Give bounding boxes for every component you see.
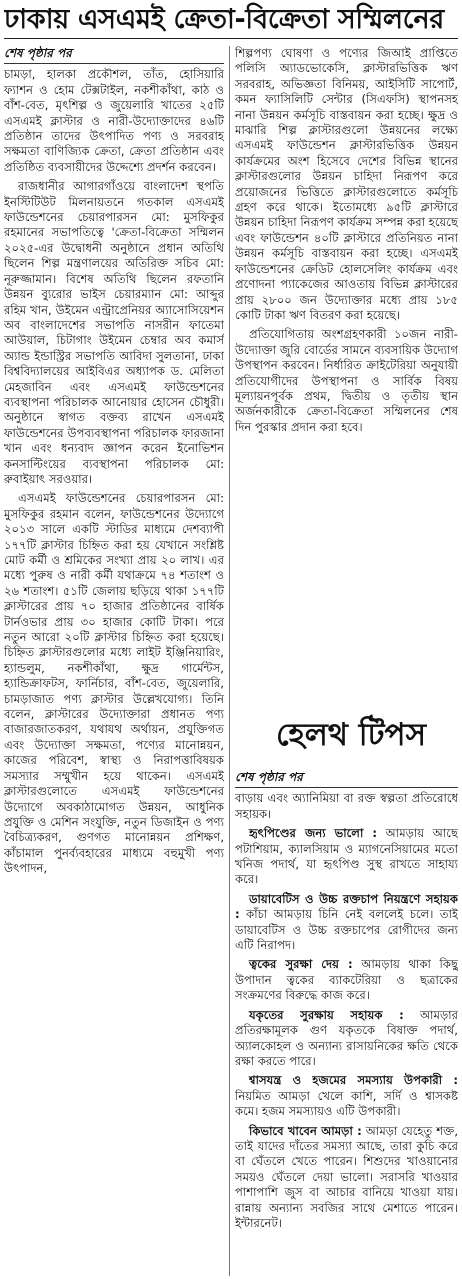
continued-label: শেষ পৃষ্ঠার পর bbox=[235, 770, 458, 788]
tip-text: আমড়ায় থাকা কিছু উপাদান ত্বকের ব্যাকটেরিয়া ও ছত্রাকের সংক্রমণের বিরুদ্ধে কাজ করে। bbox=[235, 957, 458, 1003]
tip-item bbox=[235, 1073, 458, 1119]
tip-heading: হৃৎপিণ্ডের জন্য ভালো : bbox=[249, 826, 377, 841]
column-divider bbox=[229, 46, 230, 1276]
tip-item bbox=[235, 957, 458, 1003]
tip-text: আমড়ার প্রতিরক্ষামূলক গুণ যকৃতকে বিষাক্ত পদার্থ, অ্যালকোহল ও অন্যান্য রাসায়নিকের ক্ষতি থেকে রক্ষা করতে পারে। bbox=[235, 1007, 458, 1068]
paragraph: প্রতিযোগিতায় অংশগ্রহণকারী ১০জন নারী-উদ্যোক্তা জুরি বোর্ডের সামনে ব্যবসায়িক উদ্যোগ উপস্থাপন করবেন। নির্ধারিত ক্রাইটেরিয়া অনুযায়ী প্রতিযোগীদের উপস্থাপনা ও সার্বিক বিষয় মূল্যায়নপূর্বক প্রথম, দ্বিতীয় ও তৃতীয় স্থান অর্জনকারীকে ক্রেতা-বিক্রেতা সম্মিলনের শেষ দিন পুরস্কার প্রদান করা হবে। bbox=[235, 327, 458, 434]
left-column bbox=[4, 46, 224, 1276]
tip-heading: যকৃতের সুরক্ষায় সহায়ক : bbox=[249, 1007, 404, 1022]
continued-label: শেষ পৃষ্ঠার পর bbox=[4, 46, 224, 64]
health-tips-column bbox=[235, 770, 458, 1276]
right-column bbox=[235, 46, 458, 701]
tip-item bbox=[235, 826, 458, 888]
paragraph: বাড়ায় এবং অ্যানিমিয়া বা রক্ত স্বল্পতা প্রতিরোধে সহায়ক। bbox=[235, 791, 458, 821]
tip-text: কাঁচা আমড়ায় চিনি নেই বললেই চলে। তাই ডায়াবেটিস ও উচ্চ রক্তচাপের রোগীদের জন্য এটি নিরাপদ। bbox=[235, 907, 458, 953]
tip-item bbox=[235, 1008, 458, 1070]
tip-heading: ডায়াবেটিস ও উচ্চ রক্তচাপ নিয়ন্ত্রণে সহায়ক : bbox=[235, 891, 458, 922]
paragraph: শিল্পপণ্য ঘোষণা ও পণ্যের জিআই প্রাপ্তিতে পলিসি অ্যাডভোকেসি, ক্লাস্টারভিত্তিক ঋণ সরবরাহ, অভিজ্ঞতা বিনিময়, আইসিটি সাপোর্ট, কমন ফ্যাসিলিটি সেন্টার (সিএফসি) স্থাপনসহ নানা উন্নয়ন কর্মসূচি বাস্তবায়ন করা হচ্ছে। ক্ষুদ্র ও মাঝারি শিল্প ক্লাস্টারগুলো উন্নয়নের লক্ষ্যে এসএমই ফাউন্ডেশন ক্লাস্টারভিত্তিক উন্নয়ন কার্যক্রমের অংশ হিসেবে দেশের বিভিন্ন স্থানের ক্লাস্টারগুলোর উন্নয়ন চাহিদা নিরূপণ করে প্রয়োজনের ভিত্তিতে ক্লাস্টারগুলোতে কর্মসূচি গ্রহণ করে থাকে। ইতোমধ্যে ৯৫টি ক্লাস্টারে উন্নয়ন চাহিদা নিরূপণ কার্যক্রম সম্পন্ন করা হয়েছে এবং ফাউন্ডেশন ৪০টি ক্লাস্টারে প্রতিনিয়ত নানা উন্নয়ন কর্মসূচি বাস্তবায়ন করা হচ্ছে। এসএমই ফাউন্ডেশনের ক্রেডিট হোলসেলিং কার্যক্রম এবং প্রণোদনা প্যাকেজের আওতায় বিভিন্ন ক্লাস্টারের প্রায় ২৮০০ জন উদ্যোক্তার মধ্যে প্রায় ১৮৫ কোটি টাকা ঋণ বিতরণ করা হয়েছে। bbox=[235, 46, 458, 322]
tip-item bbox=[235, 1124, 458, 1232]
paragraph: চামড়া, হালকা প্রকৌশল, তাঁত, হোসিয়ারি ফ্যাশন ও হোম টেক্সটাইল, নকশীকাঁথা, কাঠ ও বাঁশ-বেত, মৃৎশিল্প ও জুয়েলারি খাতের ২৫টি এসএমই ক্লাস্টার ও নারী-উদ্যোক্তাদের ৪৬টি প্রতিষ্ঠান তাদের উৎপাদিত পণ্য ও সরবরাহ সক্ষমতা বাণিজ্যিক ক্রেতা, ক্রেতা প্রতিষ্ঠান এবং প্রতিষ্ঠিত ব্যবসায়ীদের উদ্দেশ্যে প্রদর্শন করবেন। bbox=[4, 67, 224, 174]
tip-heading: শ্বাসযন্ত্র ও হজমের সমস্যায় উপকারী : bbox=[249, 1073, 458, 1088]
tip-text: আমড়া যেহেতু শক্ত, তাই যাদের দাঁতের সমস্যা আছে, তারা কুচি করে বা ঘেঁতলে খেতে পারেন। শিশুদের খাওয়ানোর সময়ও ঘেঁতলে দেয়া ভালো। সরাসরি খাওয়ার পাশাপাশি জুস বা আচার বানিয়ে খাওয়া যায়। রান্নায় অন্যান্য সবজির সাথে মেশাতে পারেন। ইন্টারনেট। bbox=[235, 1123, 458, 1230]
tip-heading: ত্বকের সুরক্ষা দেয় : bbox=[249, 957, 353, 972]
section-title: হেলথ টিপস bbox=[275, 717, 427, 753]
tip-heading: কিভাবে খাবেন আমড়া : bbox=[249, 1123, 362, 1138]
headline: ঢাকায় এসএমই ক্রেতা-বিক্রেতা সম্মিলনের bbox=[4, 2, 458, 39]
paragraph: এসএমই ফাউন্ডেশনের চেয়ারপারসন মো: মুসফিকুর রহমান বলেন, ফাউন্ডেশনের উদ্যোগে ২০১৩ সালে একটি স্টাডির মাধ্যমে দেশব্যাপী ১৭৭টি ক্লাস্টার চিহ্নিত করা হয় যেখানে সংশ্লিষ্ট মোট কর্মী ও শ্রমিকের সংখ্যা প্রায় ২০ লাখ। এর মধ্যে পুরুষ ও নারী কর্মী যথাক্রমে ৭৪ শতাংশ ও ২৬ শতাংশ। ৫১টি জেলায় ছড়িয়ে থাকা ১৭৭টি ক্লাস্টারের প্রায় ৭০ হাজার প্রতিষ্ঠানের বার্ষিক টার্নওভার প্রায় ৩০ হাজার কোটি টাকা। পরে নতুন আরো ২০টি ক্লাস্টার চিহ্নিত করা হয়েছে। চিহ্নিত ক্লাস্টারগুলোর মধ্যে লাইট ইঞ্জিনিয়ারিং, হ্যান্ডলুম, নকশীকাঁথা, ক্ষুদ্র গার্মেন্টস, হ্যান্ডিক্রাফটস, ফার্নিচার, বাঁশ-বেত, জুয়েলারি, চামড়াজাত পণ্য ক্লাস্টার উল্লেখযোগ্য। তিনি বলেন, ক্লাস্টারের উদ্যোক্তারা প্রধানত পণ্য বাজারজাতকরণ, যথাযথ অর্থায়ন, প্রযুক্তিগত এবং উদ্যোক্তা সক্ষমতা, পণ্যের মানোন্নয়ন, কাজের পরিবেশ, স্বাস্থ্য ও নিরাপত্তাবিষয়ক সমস্যার সম্মুখীন হয়ে থাকেন। এসএমই ক্লাস্টারগুলোতে এসএমই ফাউন্ডেশনের উদ্যোগে অবকাঠামোগত উন্নয়ন, আধুনিক প্রযুক্তি ও মেশিন সংযুক্তি, নতুন ডিজাইন ও পণ্য বৈচিত্র্যকরণ, গুণগত মানোন্নয়ন প্রশিক্ষণ, কাঁচামাল পুনর্ব্যবহারের মাধ্যমে বহুমুখী পণ্য উৎপাদন, bbox=[4, 491, 224, 876]
tip-item bbox=[235, 892, 458, 954]
paragraph: রাজধানীর আগারগাঁওয়ে বাংলাদেশ স্থপতি ইনস্টিটিউট মিলনায়তনে গতকাল এসএমই ফাউন্ডেশনের চেয়ারপারসন মো: মুসফিকুর রহমানের সভাপতিত্বে 'ক্রেতা-বিক্রেতা সম্মিলন ২০২৫-এর উদ্বোধনী অনুষ্ঠানে প্রধান অতিথি ছিলেন শিল্প মন্ত্রণালয়ের অতিরিক্ত সচিব মো: নূরুজ্জামান। বিশেষ অতিথি ছিলেন রফতানি উন্নয়ন ব্যুরোর ভাইস চেয়ারম্যান মো: আব্দুর রহিম খান, উইমেন এন্ট্রাপ্রেনিয়র অ্যাসোসিয়েশন অব বাংলাদেশের সভাপতি নাসরীন ফাতেমা আউয়াল, চিটাগাং উইমেন চেম্বার অব কমার্স অ্যান্ড ইন্ডাস্ট্রির সভাপতি আবিদা সুলতানা, ঢাকা বিশ্ববিদ্যালয়ের আইবিএর অধ্যাপক ড. মেলিতা মেহজাবিন এবং এসএমই ফাউন্ডেশনের ব্যবস্থাপনা পরিচালক আনোয়ার হোসেন চৌধুরী। অনুষ্ঠানে স্বাগত বক্তব্য রাখেন এসএমই ফাউন্ডেশনের উপব্যবস্থাপনা পরিচালক ফারজানা খান এবং ধন্যবাদ জ্ঞাপন করেন ইনোভিশন কনসাল্টিংয়ের ব্যবস্থাপনা পরিচালক মো: রুবাইয়াৎ সরওয়ার। bbox=[4, 179, 224, 486]
tip-text: নিয়মিত আমড়া খেলে কাশি, সর্দি ও শ্বাসকষ্ট কমে। হজম সমস্যায়ও এটি উপকারী। bbox=[235, 1088, 458, 1119]
tip-text: আমড়ায় আছে পটাশিয়াম, ক্যালসিয়াম ও ম্যাগনেসিয়ামের মতো খনিজ পদার্থ, যা হৃৎপিণ্ড সুস্থ রাখতে সাহায্য করে। bbox=[235, 826, 458, 887]
